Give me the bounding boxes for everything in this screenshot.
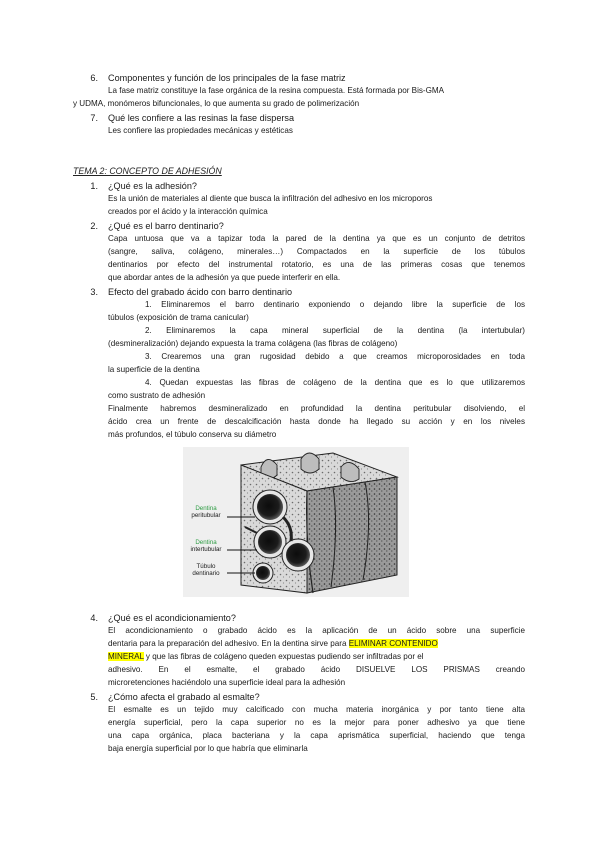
answer-line: [108, 638, 525, 651]
answer-line: baja energía superficial por lo que habría que eliminarla: [108, 744, 308, 753]
answer-line: microretenciones haciéndolo una superficie ideal para la adhesión: [108, 678, 346, 687]
answer-line: ácido crea un frente de descalcificación hasta donde ha llegado su acción y en los niveles: [108, 417, 525, 426]
figure-label-line: Dentina: [195, 505, 217, 512]
answer-text: dentaria para la preparación del adhesivo. En la dentina sirve para: [108, 639, 349, 648]
figure-label-intertubular: [185, 539, 227, 553]
answer-line: [108, 651, 525, 664]
answer-line: más profundos, el túbulo conserva su diámetro: [108, 430, 277, 439]
figure-label-line: dentinario: [192, 570, 220, 577]
item-number: 3.: [90, 287, 98, 297]
answer-line: energía superficial, pero la capa superior no es la mejor para poner adhesivo ya que tiene: [108, 718, 525, 727]
point-line: túbulos (exposición de trama canicular): [108, 313, 249, 322]
answer-line: dentinarios por efecto del instrumental rotatorio, es una de las primeras cosas que tenemos: [108, 260, 525, 269]
answer-line: El acondicionamiento o grabado ácido es la aplicación de un ácido sobre una superficie: [108, 626, 525, 635]
answer-line: (sangre, saliva, colágeno, minerales…) Compactados en la superficie de los túbulos: [108, 247, 525, 256]
point-line: 1. Eliminaremos el barro dentinario exponiendo o dejando libre la superficie de los: [145, 300, 525, 309]
question-heading: Qué les confiere a las resinas la fase dispersa: [108, 113, 295, 123]
item-number: 6.: [90, 73, 98, 83]
figure-label-line: Dentina: [195, 539, 217, 546]
item-number: 2.: [90, 221, 98, 231]
answer-line: una capa orgánica, placa bacteriana y la capa aprismática superficial, haciendo que tenga: [108, 731, 525, 740]
section-title: TEMA 2: CONCEPTO DE ADHESIÓN: [73, 166, 222, 176]
answer-line: Es la unión de materiales al diente que busca la infiltración del adhesivo en los microporos: [108, 194, 433, 203]
highlighted-text: MINERAL: [108, 652, 144, 661]
highlighted-text: ELIMINAR CONTENIDO: [348, 639, 438, 648]
point-line: 4. Quedan expuestas las fibras de colágeno de la dentina que es lo que utilizaremos: [145, 378, 525, 387]
figure-label-line: intertubular: [190, 546, 222, 553]
answer-line: creados por el ácido y la interacción química: [108, 207, 268, 216]
point-line: 3. Crearemos una gran rugosidad debido a que creamos microporosidades en toda: [145, 352, 525, 361]
figure-label-peritubular: [185, 505, 227, 519]
answer-line: El esmalte es un tejido muy calcificado con mucha materia inorgánica y por tanto tiene alta: [108, 705, 525, 714]
figure-label-tubulo: [185, 563, 227, 577]
point-line: (desmineralización) dejando expuesta la trama colágena (las fibras de colágeno): [108, 339, 398, 348]
point-line: la superficie de la dentina: [108, 365, 200, 374]
answer-line: adhesivo. En el esmalte, el grabado ácido DISUELVE LOS PRISMAS creando: [108, 665, 525, 674]
question-heading: ¿Cómo afecta el grabado al esmalte?: [108, 692, 260, 702]
point-line: como sustrato de adhesión: [108, 391, 206, 400]
point-line: 2. Eliminaremos la capa mineral superficial de la dentina (la intertubular): [145, 326, 525, 335]
item-number: 1.: [90, 181, 98, 191]
item-number: 7.: [90, 113, 98, 123]
answer-line: que abordar antes de la adhesión ya que puede interferir en ella.: [108, 273, 341, 282]
answer-text: Les confiere las propiedades mecánicas y estéticas: [108, 126, 293, 135]
dentin-tubule-illustration: [183, 447, 409, 597]
answer-text: y UDMA, monómeros bifuncionales, lo que aumenta su grado de polimerización: [73, 99, 360, 108]
item-number: 5.: [90, 692, 98, 702]
answer-line: Capa untuosa que va a tapizar toda la pared de la dentina ya que es un conjunto de detritos: [108, 234, 525, 243]
answer-line: Finalmente habremos desmineralizado en profundidad la dentina peritubular disolviendo, el: [108, 404, 525, 413]
answer-text: y que las fibras de colágeno queden expuestas pudiendo ser infiltradas por el: [143, 652, 424, 661]
figure-label-line: peritubular: [191, 512, 221, 519]
item-number: 4.: [90, 613, 98, 623]
answer-text: La fase matriz constituye la fase orgánica de la resina compuesta. Está formada por Bis-GMA: [108, 86, 445, 95]
question-heading: ¿Qué es el acondicionamiento?: [108, 613, 236, 623]
question-heading: Efecto del grabado ácido con barro dentinario: [108, 287, 293, 297]
question-heading: Componentes y función de los principales de la fase matriz: [108, 73, 346, 83]
question-heading: ¿Qué es la adhesión?: [108, 181, 197, 191]
figure-label-line: Túbulo: [196, 563, 216, 570]
question-heading: ¿Qué es el barro dentinario?: [108, 221, 224, 231]
